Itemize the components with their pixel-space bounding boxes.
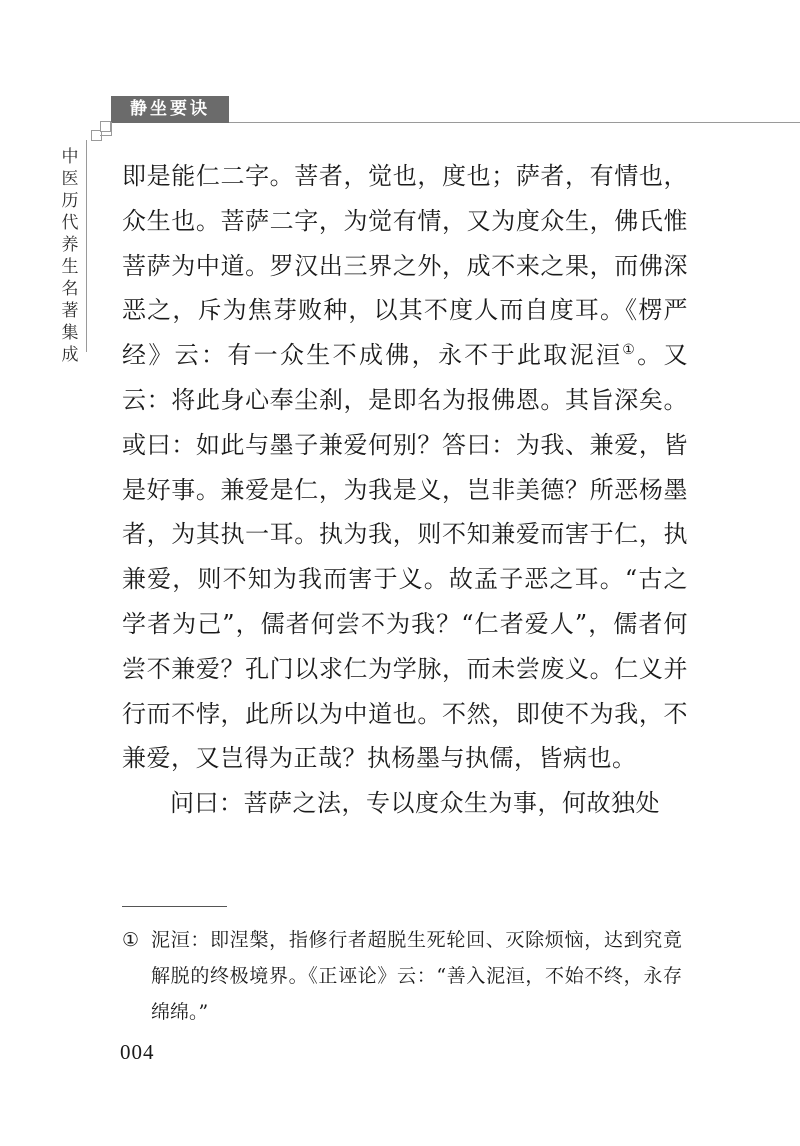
series-title-char: 中 [61, 147, 79, 167]
footnote-text: 泥洹：即涅槃，指修行者超脱生死轮回、灭除烦恼，达到究竟解脱的终极境界。《正诬论》云：“善入泥洹，不始不终，永存绵绵。” [151, 929, 682, 1023]
footnote-mark: ① [122, 929, 140, 951]
body-paragraph [122, 154, 688, 781]
body-paragraph: 问曰：菩萨之法，专以度众生为事，何故独处 [170, 789, 660, 818]
corner-connector [100, 135, 111, 136]
series-title-char: 养 [61, 235, 79, 255]
header-rule [229, 122, 800, 123]
paragraph-text: 即是能仁二字。菩者，觉也，度也；萨者，有情也，众生也。菩萨二字，为觉有情，又为度众生，佛氏惟菩萨为中道。罗汉出三界之外，成不来之果，而佛深恶之，斥为焦芽败种，以其不度人而自度耳。《楞严经》云：有一众生不成佛，永不于此取泥洹 [122, 162, 688, 370]
series-title-char: 集 [61, 323, 79, 343]
series-title-char: 生 [61, 257, 79, 277]
series-title-char: 名 [61, 279, 79, 299]
paragraph-text: 。又云：将此身心奉尘刹，是即名为报佛恩。其旨深矣。或曰：如此与墨子兼爱何别？答曰：为我、兼爱，皆是好事。兼爱是仁，为我是义，岂非美德？所恶杨墨者，为其执一耳。执为我，则不知兼爱而害于仁，执兼爱，则不知为我而害于义。故孟子恶之耳。“古之学者为己”，儒者何尝不为我？“仁者爱人”，儒者何尝不兼爱？孔门以求仁为学脉，而未尝废义。仁义并行而不悖，此所以为中道也。不然，即使不为我，不兼爱，又岂得为正哉？执杨墨与执儒，皆病也。 [122, 341, 689, 773]
series-title-char: 历 [61, 191, 79, 211]
series-title-char: 医 [61, 169, 79, 189]
series-title-vertical [57, 146, 83, 366]
main-text [122, 154, 688, 826]
series-title-char: 著 [61, 301, 79, 321]
sidebar-rule [86, 140, 87, 352]
footnote [122, 922, 682, 1030]
footnote-reference[interactable]: ① [622, 342, 638, 359]
corner-ornament [100, 121, 111, 132]
page-number: 004 [120, 1040, 155, 1064]
running-header-title: 静坐要诀 [111, 96, 229, 123]
series-title-char: 成 [61, 345, 79, 365]
footnote-rule [122, 906, 227, 907]
series-title-char: 代 [61, 213, 79, 233]
corner-connector [111, 122, 112, 136]
